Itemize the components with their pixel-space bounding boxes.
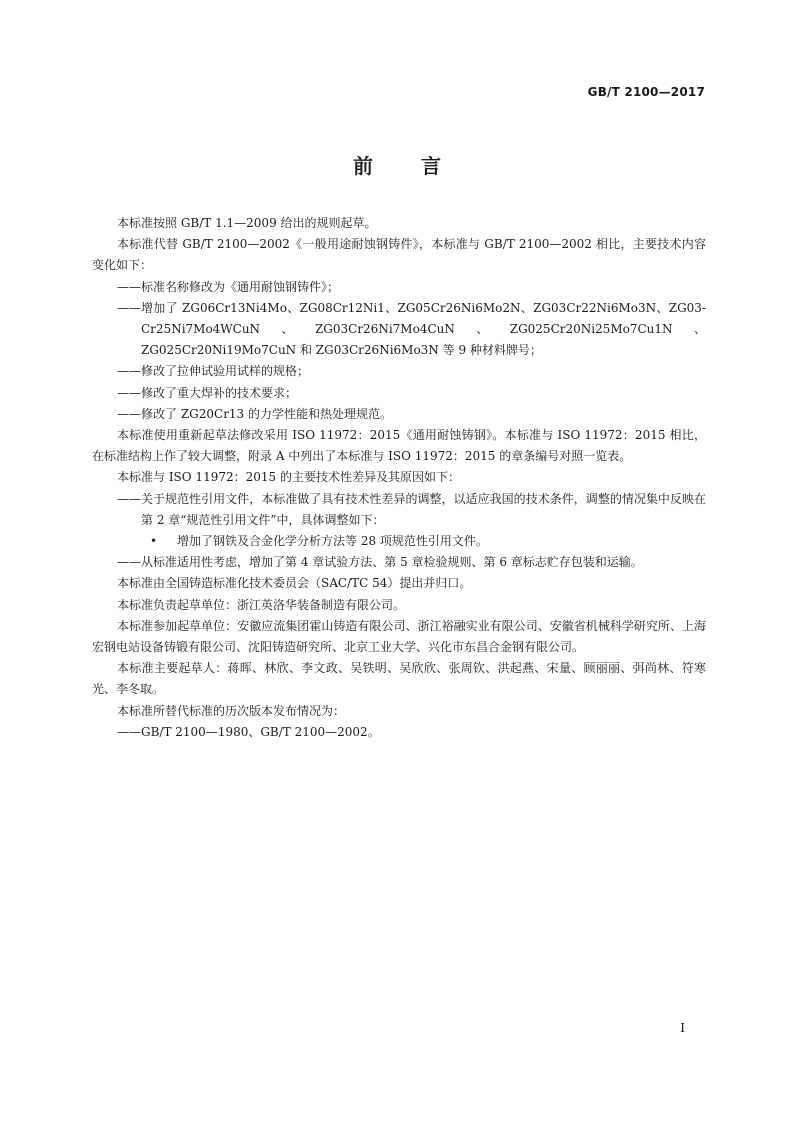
list-item-text: 关于规范性引用文件，本标准做了具有技术性差异的调整，以适应我国的技术条件，调整的情况集中反映在第 2 章“规范性引用文件”中，具体调整如下： [141,491,706,527]
list-item-text: 修改了重大焊补的技术要求； [141,385,298,400]
list-item-text: 修改了 ZG20Cr13 的力学性能和热处理规范。 [141,406,393,421]
dash-list-item [92,277,706,298]
dash-marker: —— [117,724,141,739]
paragraph: 本标准所替代标准的历次版本发布情况为： [117,703,346,718]
paragraph: 本标准参加起草单位：安徽应流集团霍山铸造有限公司、浙江裕融实业有限公司、安徽省机械科学研究所、上海宏钢电站设备铸锻有限公司、沈阳铸造研究所、北京工业大学、兴化市东昌合金钢有限公司。 [92,618,706,655]
dash-marker: —— [117,364,141,379]
dash-list-item [92,489,706,531]
list-item-text: 标准名称修改为《通用耐蚀钢铸件》； [141,279,340,294]
dash-list-item [92,383,706,404]
dash-list-item [92,404,706,425]
list-item-text: GB/T 2100—1980、GB/T 2100—2002。 [141,724,380,739]
dash-list-item [92,361,706,382]
list-item-text: 增加了 ZG06Cr13Ni4Mo、ZG08Cr12Ni1、ZG05Cr26Ni6Mo2N、ZG03Cr22Ni6Mo3N、ZG03-Cr25Ni7Mo4WCuN、ZG03Cr26Ni7Mo4CuN、ZG025Cr20Ni25Mo7Cu1N、ZG025Cr20Ni19Mo7CuN 和 ZG03Cr26Ni6Mo3N 等 9 种材料牌号； [141,300,706,358]
bullet-marker: • [150,534,158,549]
dash-marker: —— [117,385,141,400]
bullet-item [92,531,706,552]
dash-list-item [92,298,706,362]
dash-marker: —— [117,300,141,315]
paragraph: 本标准按照 GB/T 1.1—2009 给出的规则起草。 [117,216,377,230]
page-number: I [680,1021,685,1035]
paragraph: 本标准代替 GB/T 2100—2002《一般用途耐蚀钢铸件》，本标准与 GB/T 2100—2002 相比，主要技术内容变化如下： [92,237,706,273]
dash-marker: —— [117,491,141,506]
paragraph: 本标准使用重新起草法修改采用 ISO 11972：2015《通用耐蚀铸钢》。本标准与 ISO 11972：2015 相比，在标准结构上作了较大调整，附录 A 中列出了本标准与 ISO 11972：2015 的章条编号对照一览表。 [92,428,706,464]
dash-marker: —— [117,406,141,421]
dash-marker: —— [117,279,141,294]
paragraph: 本标准由全国铸造标准化技术委员会（SAC/TC 54）提出并归口。 [117,576,472,591]
page-title: 前言 [353,154,489,178]
foreword-body [92,213,706,743]
list-item-text: 修改了拉伸试验用试样的规格； [141,364,310,379]
paragraph: 本标准与 ISO 11972：2015 的主要技术性差异及其原因如下： [117,470,460,485]
dash-list-item [92,552,706,573]
paragraph: 本标准负责起草单位：浙江英洛华装备制造有限公司。 [117,597,406,612]
list-item-text: 从标准适用性考虑，增加了第 4 章试验方法、第 5 章检验规则、第 6 章标志贮存包装和运输。 [141,555,643,570]
paragraph: 本标准主要起草人：蒋晖、林欣、李文政、吴铁明、吴欣欣、张周钦、洪起燕、宋量、顾丽丽、弭尚林、符寒光、李冬取。 [92,661,706,697]
dash-marker: —— [117,555,141,570]
dash-list-item [92,722,706,743]
list-item-text: 增加了钢铁及合金化学分析方法等 28 项规范性引用文件。 [177,534,488,549]
standard-code: GB/T 2100—2017 [587,85,705,99]
